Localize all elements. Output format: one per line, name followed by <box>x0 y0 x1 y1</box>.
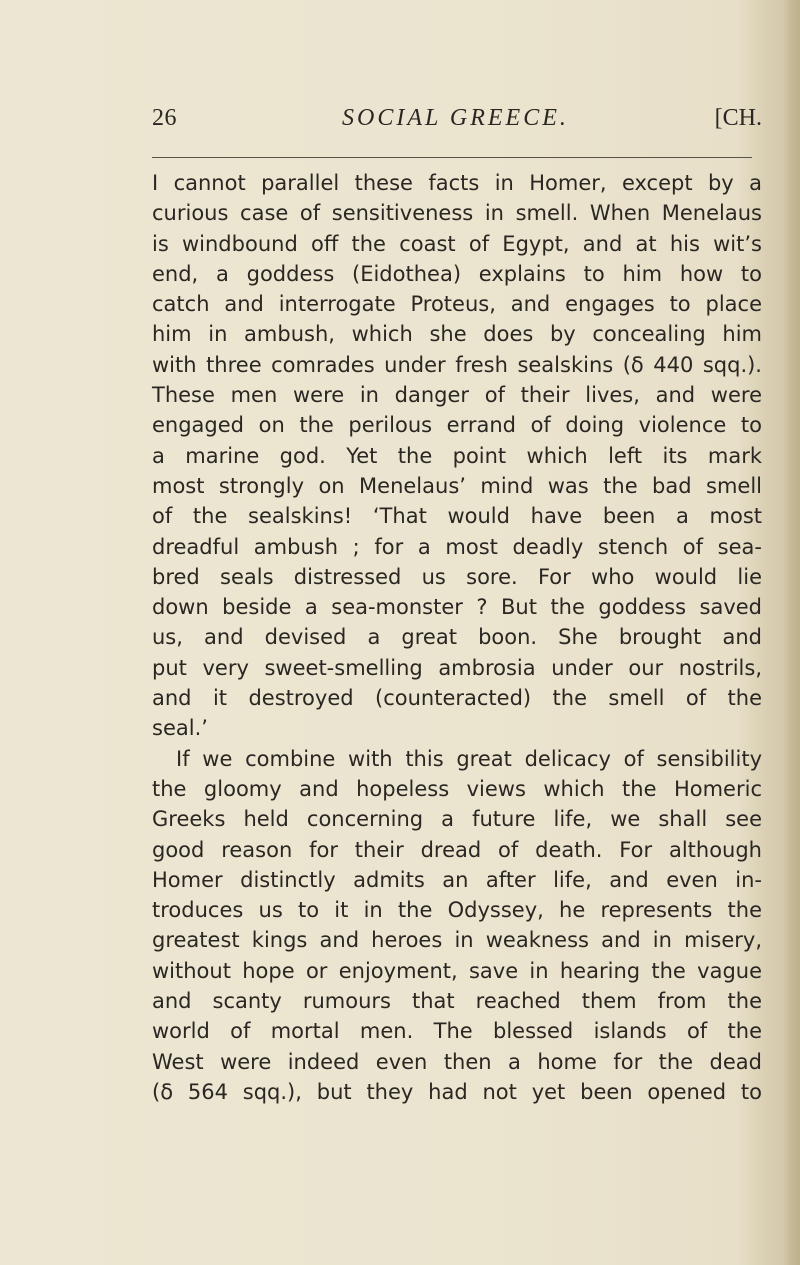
text-line: end, a goddess (Eidothea) explains to him how to <box>152 261 762 286</box>
text-line: with three comrades under fresh sealskins (δ 440 sqq.). <box>152 352 762 377</box>
text-line: These men were in danger of their lives, and were <box>152 383 762 408</box>
text-line: engaged on the perilous errand of doing violence to <box>152 413 762 438</box>
body-text <box>152 168 762 1107</box>
text-line: down beside a sea-monster ? But the goddess saved <box>152 595 762 620</box>
text-line: greatest kings and heroes in weakness and in misery, <box>152 928 762 953</box>
text-line: I cannot parallel these facts in Homer, except by a <box>152 171 762 195</box>
text-line: seal.’ <box>152 716 208 741</box>
text-line: a marine god. Yet the point which left its mark <box>152 443 762 468</box>
text-line: curious case of sensitiveness in smell. When Menelaus <box>152 201 762 226</box>
text-line: (δ 564 sqq.), but they had not yet been opened to <box>152 1079 762 1104</box>
text-line: If we combine with this great delicacy of sensibility <box>176 746 762 771</box>
paragraph-2 <box>152 744 762 1108</box>
text-line: us, and devised a great boon. She brought and <box>152 625 762 650</box>
text-line: dreadful ambush ; for a most deadly stench of sea- <box>152 534 762 559</box>
text-line: catch and interrogate Proteus, and engages to place <box>152 292 762 317</box>
running-head: SOCIAL GREECE. <box>342 105 569 131</box>
text-line: Greeks held concerning a future life, we shall see <box>152 807 762 832</box>
text-line: West were indeed even then a home for the dead <box>152 1049 762 1074</box>
page-header <box>152 105 762 145</box>
text-line: world of mortal men. The blessed islands of the <box>152 1019 762 1044</box>
text-line: him in ambush, which she does by concealing him <box>152 322 762 347</box>
page-number: 26 <box>152 105 177 131</box>
chapter-reference: [CH. <box>714 105 762 131</box>
text-line: and scanty rumours that reached them from the <box>152 989 762 1014</box>
text-line: and it destroyed (counteracted) the smell of the <box>152 686 762 711</box>
paragraph-1 <box>152 168 762 744</box>
text-line: Homer distinctly admits an after life, and even in- <box>152 867 762 892</box>
page-edge-shadow <box>782 0 800 1265</box>
text-line: of the sealskins! ‘That would have been a most <box>152 504 762 529</box>
text-line: put very sweet-smelling ambrosia under our nostrils, <box>152 655 762 680</box>
text-line: without hope or enjoyment, save in hearing the vague <box>152 958 762 983</box>
header-rule <box>152 157 752 158</box>
text-line: is windbound off the coast of Egypt, and at his wit’s <box>152 231 762 256</box>
text-line: troduces us to it in the Odyssey, he represents the <box>152 898 762 923</box>
text-line: the gloomy and hopeless views which the Homeric <box>152 776 762 801</box>
text-line: most strongly on Menelaus’ mind was the bad smell <box>152 473 762 498</box>
text-line: good reason for their dread of death. For although <box>152 837 762 862</box>
text-line: bred seals distressed us sore. For who would lie <box>152 564 762 589</box>
